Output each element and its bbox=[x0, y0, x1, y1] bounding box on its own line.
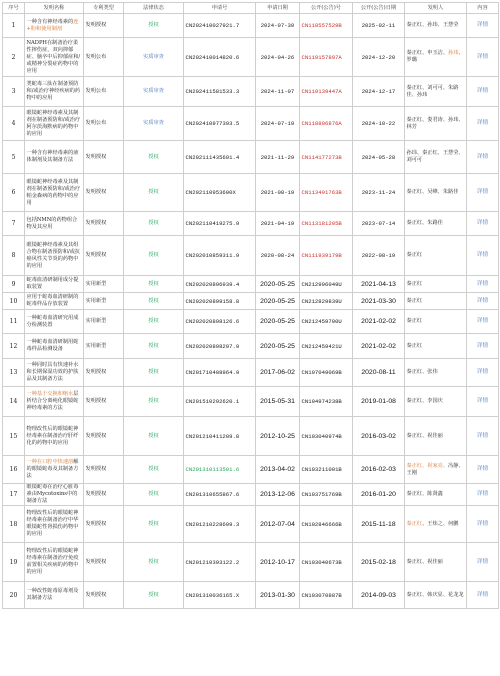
inventors bbox=[405, 387, 467, 417]
publication-number: CN103211001B bbox=[300, 456, 353, 484]
table-row bbox=[3, 236, 499, 276]
legal-status: 授权 bbox=[124, 293, 184, 310]
publication-date: 2024-10-22 bbox=[353, 107, 405, 141]
publication-number: CN212829839U bbox=[300, 293, 353, 310]
patent-title bbox=[25, 582, 84, 609]
publication-number: CN212459700U bbox=[300, 310, 353, 334]
detail-link[interactable]: 详情 bbox=[467, 141, 499, 174]
patent-type: 实用新型 bbox=[84, 334, 124, 359]
patent-title bbox=[25, 212, 84, 236]
application-date: 2021-04-19 bbox=[256, 212, 300, 236]
row-index: 20 bbox=[3, 582, 25, 609]
detail-link[interactable]: 详情 bbox=[467, 174, 499, 212]
application-date: 2024-07-30 bbox=[256, 14, 300, 38]
text-segment: 类蛇毒三肽在制备预防和/或治疗神经疾病的药物中的应用 bbox=[26, 81, 81, 101]
patent-title bbox=[25, 141, 84, 174]
legal-status: 授权 bbox=[124, 417, 184, 456]
detail-link[interactable]: 详情 bbox=[467, 484, 499, 506]
text-segment: 解的眼镜蛇毒及其制备方法 bbox=[26, 459, 79, 479]
highlighted-text-segment: 一种基于交换和缩水 bbox=[26, 391, 74, 397]
text-segment: 眼镜蛇神经毒素及其制剂在制备预防和/或治疗阿尔茨海默病的药物中的应用 bbox=[26, 109, 81, 137]
patent-type: 实用新型 bbox=[84, 293, 124, 310]
application-number: CN201210393122.2 bbox=[184, 543, 256, 582]
patent-title bbox=[25, 14, 84, 38]
table-row bbox=[3, 359, 499, 387]
highlighted-text-segment: 连+粉和使用制剂 bbox=[26, 18, 79, 32]
table-row bbox=[3, 582, 499, 609]
application-number: CN201710408964.9 bbox=[184, 359, 256, 387]
application-date: 2021-08-19 bbox=[256, 174, 300, 212]
inventors bbox=[405, 506, 467, 543]
publication-number: CN103751769B bbox=[300, 484, 353, 506]
text-segment: 秦正红、韩庆显、花龙龙 bbox=[406, 591, 464, 598]
patent-title bbox=[25, 456, 84, 484]
application-date: 2013-04-02 bbox=[256, 456, 300, 484]
publication-date: 2016-03-02 bbox=[353, 417, 405, 456]
patent-title bbox=[25, 236, 84, 276]
patent-type: 发明授权 bbox=[84, 174, 124, 212]
application-number: CN201310655867.6 bbox=[184, 484, 256, 506]
text-segment: 层析结合分离纯化眼镜蛇神经毒素的方法 bbox=[26, 391, 79, 411]
detail-link[interactable]: 详情 bbox=[467, 334, 499, 359]
header-pub-date: 公开(公告)日期 bbox=[353, 3, 405, 14]
text-segment: 冯静、王刚 bbox=[406, 462, 464, 476]
table-header-row bbox=[3, 3, 499, 14]
patent-type: 发明授权 bbox=[84, 387, 124, 417]
legal-status: 授权 bbox=[124, 212, 184, 236]
application-number: CN202020899158.8 bbox=[184, 293, 256, 310]
publication-date: 2019-01-08 bbox=[353, 387, 405, 417]
publication-number: CN111939179B bbox=[300, 236, 353, 276]
header-status: 法律状态 bbox=[124, 3, 184, 14]
text-segment: 眼镜蛇神经毒素及其制剂在制备预防和/或治疗帕金森病的药物中的应用 bbox=[26, 178, 81, 206]
inventors bbox=[405, 417, 467, 456]
publication-number: CN119157897A bbox=[300, 38, 353, 77]
publication-number: CN119139447A bbox=[300, 77, 353, 107]
detail-link[interactable]: 详情 bbox=[467, 14, 499, 38]
application-date: 2020-05-25 bbox=[256, 310, 300, 334]
header-type: 专利类型 bbox=[84, 3, 124, 14]
text-segment: 秦正红、祝佳丽 bbox=[406, 432, 443, 439]
header-content: 内容 bbox=[467, 3, 499, 14]
row-index: 12 bbox=[3, 334, 25, 359]
text-segment: 秦正红 bbox=[406, 252, 423, 258]
publication-date: 2021-04-13 bbox=[353, 276, 405, 293]
publication-number: CN118557529B bbox=[300, 14, 353, 38]
patent-title bbox=[25, 506, 84, 543]
publication-number: CN103070887B bbox=[300, 582, 353, 609]
patent-type: 发明授权 bbox=[84, 417, 124, 456]
patent-type: 发明授权 bbox=[84, 456, 124, 484]
patent-title bbox=[25, 174, 84, 212]
text-segment: 秦正红 bbox=[406, 342, 423, 349]
application-date: 2017-06-02 bbox=[256, 359, 300, 387]
publication-number: CN113491763B bbox=[300, 174, 353, 212]
inventors bbox=[405, 141, 467, 174]
inventors bbox=[405, 212, 467, 236]
publication-date: 2015-11-18 bbox=[353, 506, 405, 543]
application-number: CN202110419275.9 bbox=[184, 212, 256, 236]
application-date: 2020-08-24 bbox=[256, 236, 300, 276]
publication-number: CN104974238B bbox=[300, 387, 353, 417]
text-segment: 秦正红、李国庆 bbox=[406, 398, 443, 404]
patent-title bbox=[25, 38, 84, 77]
detail-link[interactable]: 详情 bbox=[467, 310, 499, 334]
row-index: 14 bbox=[3, 387, 25, 417]
detail-link[interactable]: 详情 bbox=[467, 293, 499, 310]
patent-title bbox=[25, 334, 84, 359]
patent-title bbox=[25, 484, 84, 506]
inventors bbox=[405, 456, 467, 484]
table-row bbox=[3, 387, 499, 417]
application-date: 2013-12-06 bbox=[256, 484, 300, 506]
publication-date: 2021-03-30 bbox=[353, 293, 405, 310]
patent-type: 实用新型 bbox=[84, 310, 124, 334]
publication-number: CN103040974B bbox=[300, 417, 353, 456]
table-row bbox=[3, 107, 499, 141]
row-index: 6 bbox=[3, 174, 25, 212]
application-number: CN202110953600X bbox=[184, 174, 256, 212]
patent-type: 实用新型 bbox=[84, 276, 124, 293]
row-index: 11 bbox=[3, 310, 25, 334]
publication-date: 2016-01-20 bbox=[353, 484, 405, 506]
application-number: CN202020896939.4 bbox=[184, 276, 256, 293]
inventors bbox=[405, 14, 467, 38]
inventors bbox=[405, 107, 467, 141]
text-segment: 秦正红、吴峰、朱路佳 bbox=[406, 189, 459, 195]
inventors bbox=[405, 293, 467, 310]
row-index: 17 bbox=[3, 484, 25, 506]
detail-link[interactable]: 详情 bbox=[467, 543, 499, 582]
table-row bbox=[3, 484, 499, 506]
application-number: CN202410014820.6 bbox=[184, 38, 256, 77]
publication-number: CN118806876A bbox=[300, 107, 353, 141]
text-segment: 秦正红、申玉洁、 bbox=[406, 50, 449, 56]
table-row bbox=[3, 141, 499, 174]
application-date: 2013-01-30 bbox=[256, 582, 300, 609]
application-number: CN202020898126.6 bbox=[184, 310, 256, 334]
application-number: CN202020898297.9 bbox=[184, 334, 256, 359]
patent-type: 发明授权 bbox=[84, 14, 124, 38]
publication-number: CN212459421U bbox=[300, 334, 353, 359]
text-segment: 应用于蛇毒血清研制的蛇毒样品存放装置 bbox=[26, 294, 79, 307]
detail-link[interactable]: 详情 bbox=[467, 276, 499, 293]
application-date: 2021-11-29 bbox=[256, 141, 300, 174]
publication-number: CN113181205B bbox=[300, 212, 353, 236]
row-index: 18 bbox=[3, 506, 25, 543]
text-segment: 、罗璐 bbox=[406, 50, 464, 63]
table-row bbox=[3, 310, 499, 334]
detail-link[interactable]: 详情 bbox=[467, 38, 499, 77]
inventors bbox=[405, 77, 467, 107]
row-index: 13 bbox=[3, 359, 25, 387]
application-number: CN201310113501.6 bbox=[184, 456, 256, 484]
table-row bbox=[3, 212, 499, 236]
patent-title bbox=[25, 293, 84, 310]
patent-type: 发明授权 bbox=[84, 543, 124, 582]
publication-number: CN103040673B bbox=[300, 543, 353, 582]
legal-status: 授权 bbox=[124, 14, 184, 38]
table-row bbox=[3, 506, 499, 543]
text-segment: 物理改性后的眼镜蛇神经毒素在制备治疗中华眼镜蛇性肾损伤药物中的应用 bbox=[26, 510, 79, 537]
patent-title bbox=[25, 77, 84, 107]
text-segment: 一种同时具有快速补水和长期保湿功效的护肤品及其制备方法 bbox=[26, 362, 79, 382]
header-title: 发明名称 bbox=[25, 3, 84, 14]
text-segment: 秦正红、刘可可、朱路佳、孙玮 bbox=[406, 84, 459, 98]
detail-link[interactable]: 详情 bbox=[467, 506, 499, 543]
text-segment: 秦正红、朱路佳 bbox=[406, 220, 443, 226]
application-date: 2024-11-07 bbox=[256, 77, 300, 107]
inventors bbox=[405, 543, 467, 582]
text-segment: 物理改性后的眼镜蛇神经毒素在制备治疗肝纤化的药物中的应用 bbox=[26, 425, 79, 446]
text-segment: 一种蛇毒血清研究用成分检测装置 bbox=[26, 314, 79, 328]
application-date: 2012-07-04 bbox=[256, 506, 300, 543]
publication-date: 2024-12-20 bbox=[353, 38, 405, 77]
header-index: 序号 bbox=[3, 3, 25, 14]
publication-number: CN212996049U bbox=[300, 276, 353, 293]
application-number: CN201210228609.3 bbox=[184, 506, 256, 543]
text-segment: 眼镜蛇神经毒素及其组合物在制备预防和/或抗癌风性关节炎的药物中的应用 bbox=[26, 241, 81, 269]
row-index: 7 bbox=[3, 212, 25, 236]
table-row bbox=[3, 456, 499, 484]
text-segment: 秦正红 bbox=[406, 297, 423, 304]
legal-status: 授权 bbox=[124, 359, 184, 387]
table-row bbox=[3, 543, 499, 582]
publication-date: 2021-02-02 bbox=[353, 334, 405, 359]
inventors bbox=[405, 582, 467, 609]
legal-status: 授权 bbox=[124, 456, 184, 484]
application-date: 2024-04-26 bbox=[256, 38, 300, 77]
text-segment: 秦正红 bbox=[406, 280, 423, 287]
application-number: CN202111435691.4 bbox=[184, 141, 256, 174]
row-index: 3 bbox=[3, 77, 25, 107]
table-row bbox=[3, 293, 499, 310]
text-segment: 蛇毒血清研制用成分提取装置 bbox=[26, 277, 79, 290]
publication-date: 2014-09-03 bbox=[353, 582, 405, 609]
row-index: 19 bbox=[3, 543, 25, 582]
patent-type: 发明授权 bbox=[84, 484, 124, 506]
text-segment: 包括NMN的药物组合物及其应用 bbox=[26, 216, 78, 230]
highlighted-text-segment: 一种在口腔中快速溶 bbox=[26, 459, 74, 465]
publication-date: 2015-02-18 bbox=[353, 543, 405, 582]
legal-status: 授权 bbox=[124, 387, 184, 417]
application-date: 2024-07-19 bbox=[256, 107, 300, 141]
application-number: CN202010859311.9 bbox=[184, 236, 256, 276]
text-segment: 一种改性蛇毒原毒剂及其制备方法 bbox=[26, 588, 79, 601]
text-segment: 秦正红、张伟 bbox=[406, 369, 438, 375]
text-segment: 、王炜之、何鹏 bbox=[422, 520, 459, 527]
publication-date: 2021-02-02 bbox=[353, 310, 405, 334]
application-date: 2015-05-31 bbox=[256, 387, 300, 417]
row-index: 16 bbox=[3, 456, 25, 484]
patent-type: 发明授权 bbox=[84, 212, 124, 236]
patent-title bbox=[25, 310, 84, 334]
detail-link[interactable]: 详情 bbox=[467, 359, 499, 387]
publication-date: 2024-12-17 bbox=[353, 77, 405, 107]
text-segment: 秦正红、祝佳丽 bbox=[406, 558, 443, 565]
inventors bbox=[405, 334, 467, 359]
detail-link[interactable]: 详情 bbox=[467, 456, 499, 484]
legal-status: 授权 bbox=[124, 236, 184, 276]
legal-status: 授权 bbox=[124, 276, 184, 293]
highlighted-text-segment: 孙玮 bbox=[448, 50, 459, 56]
legal-status: 实质审查 bbox=[124, 77, 184, 107]
patent-type: 发明授权 bbox=[84, 141, 124, 174]
application-date: 2012-10-17 bbox=[256, 543, 300, 582]
header-app-date: 申请日期 bbox=[256, 3, 300, 14]
publication-date: 2024-05-28 bbox=[353, 141, 405, 174]
inventors bbox=[405, 174, 467, 212]
header-pub-no: 公开(公告)号 bbox=[300, 3, 353, 14]
row-index: 5 bbox=[3, 141, 25, 174]
detail-link[interactable]: 详情 bbox=[467, 107, 499, 141]
text-segment: 一种含有神经毒素的 bbox=[26, 18, 74, 25]
application-date: 2012-10-25 bbox=[256, 417, 300, 456]
inventors bbox=[405, 276, 467, 293]
publication-date: 2023-11-24 bbox=[353, 174, 405, 212]
publication-date: 2020-08-11 bbox=[353, 359, 405, 387]
highlighted-text-segment: 秦正红、祝家亮、 bbox=[406, 462, 449, 469]
application-number: CN201310036165.X bbox=[184, 582, 256, 609]
legal-status: 实质审查 bbox=[124, 107, 184, 141]
table-row bbox=[3, 77, 499, 107]
publication-date: 2022-08-19 bbox=[353, 236, 405, 276]
detail-link[interactable]: 详情 bbox=[467, 582, 499, 609]
header-app-no: 申请号 bbox=[184, 3, 256, 14]
patent-type: 发明授权 bbox=[84, 236, 124, 276]
patent-title bbox=[25, 359, 84, 387]
patent-title bbox=[25, 276, 84, 293]
legal-status: 授权 bbox=[124, 174, 184, 212]
text-segment: 秦正红、陈贤鑫 bbox=[406, 491, 443, 497]
detail-link[interactable]: 详情 bbox=[467, 417, 499, 456]
detail-link[interactable]: 详情 bbox=[467, 77, 499, 107]
application-date: 2020-05-25 bbox=[256, 334, 300, 359]
header-inventor: 发明人 bbox=[405, 3, 467, 14]
row-index: 9 bbox=[3, 276, 25, 293]
text-segment: 秦正红、孙玮、王慧莹 bbox=[406, 22, 459, 28]
table-row bbox=[3, 334, 499, 359]
text-segment: 一种含有神经毒素的液体制剂及其制备方法 bbox=[26, 150, 79, 163]
row-index: 8 bbox=[3, 236, 25, 276]
legal-status: 授权 bbox=[124, 310, 184, 334]
application-date: 2020-05-25 bbox=[256, 293, 300, 310]
text-segment: 物理改性后的眼镜蛇神经毒素在制备治疗免疫前置相关疾病的药物中的应用 bbox=[26, 548, 79, 575]
row-index: 1 bbox=[3, 14, 25, 38]
text-segment: NADPH在制备治疗柔性摔伤症，双向抑郁症、脑卒中后抑郁症和/或精神分裂症药物中的应用 bbox=[26, 39, 81, 74]
patent-title bbox=[25, 543, 84, 582]
legal-status: 授权 bbox=[124, 506, 184, 543]
row-index: 10 bbox=[3, 293, 25, 310]
publication-date: 2016-02-03 bbox=[353, 456, 405, 484]
inventors bbox=[405, 310, 467, 334]
patent-type: 发明授权 bbox=[84, 506, 124, 543]
legal-status: 授权 bbox=[124, 334, 184, 359]
row-index: 2 bbox=[3, 38, 25, 77]
table-row bbox=[3, 174, 499, 212]
publication-number: CN102846666B bbox=[300, 506, 353, 543]
highlighted-text-segment: 秦正红 bbox=[406, 520, 423, 527]
publication-number: CN107049069B bbox=[300, 359, 353, 387]
patent-title bbox=[25, 417, 84, 456]
application-number: CN202411581533.3 bbox=[184, 77, 256, 107]
application-number: CN202410027921.7 bbox=[184, 14, 256, 38]
row-index: 15 bbox=[3, 417, 25, 456]
inventors bbox=[405, 236, 467, 276]
patent-type: 发明授权 bbox=[84, 582, 124, 609]
patent-type: 发明公布 bbox=[84, 77, 124, 107]
table-row bbox=[3, 14, 499, 38]
detail-link[interactable]: 详情 bbox=[467, 236, 499, 276]
publication-number: CN114177273B bbox=[300, 141, 353, 174]
patent-type: 发明公布 bbox=[84, 38, 124, 77]
inventors bbox=[405, 38, 467, 77]
publication-date: 2025-02-11 bbox=[353, 14, 405, 38]
application-date: 2020-05-25 bbox=[256, 276, 300, 293]
patent-title bbox=[25, 107, 84, 141]
text-segment: 秦正红 bbox=[406, 318, 423, 324]
text-segment: 一种蛇毒血清研制用蛇毒样品检测设备 bbox=[26, 339, 79, 352]
patent-type: 发明公布 bbox=[84, 107, 124, 141]
legal-status: 授权 bbox=[124, 582, 184, 609]
application-number: CN201510292620.1 bbox=[184, 387, 256, 417]
legal-status: 实质审查 bbox=[124, 38, 184, 77]
publication-date: 2023-07-14 bbox=[353, 212, 405, 236]
table-row bbox=[3, 417, 499, 456]
row-index: 4 bbox=[3, 107, 25, 141]
patent-title bbox=[25, 387, 84, 417]
inventors bbox=[405, 359, 467, 387]
text-segment: 秦正红、娄君涛、孙玮、林芳 bbox=[406, 116, 464, 130]
application-number: CN202410977393.5 bbox=[184, 107, 256, 141]
table-row bbox=[3, 38, 499, 77]
legal-status: 授权 bbox=[124, 141, 184, 174]
patent-table bbox=[2, 2, 499, 609]
table-row bbox=[3, 276, 499, 293]
detail-link[interactable]: 详情 bbox=[467, 212, 499, 236]
patent-type: 发明授权 bbox=[84, 359, 124, 387]
legal-status: 授权 bbox=[124, 543, 184, 582]
application-number: CN201210411209.8 bbox=[184, 417, 256, 456]
detail-link[interactable]: 详情 bbox=[467, 387, 499, 417]
inventors bbox=[405, 484, 467, 506]
legal-status: 授权 bbox=[124, 484, 184, 506]
text-segment: 眼镜蛇毒在治疗心脏毒素由Mycotoxins中的制备方法 bbox=[26, 484, 79, 504]
text-segment: 孙玮、秦正红、王慧莹、刘可可 bbox=[406, 150, 464, 163]
